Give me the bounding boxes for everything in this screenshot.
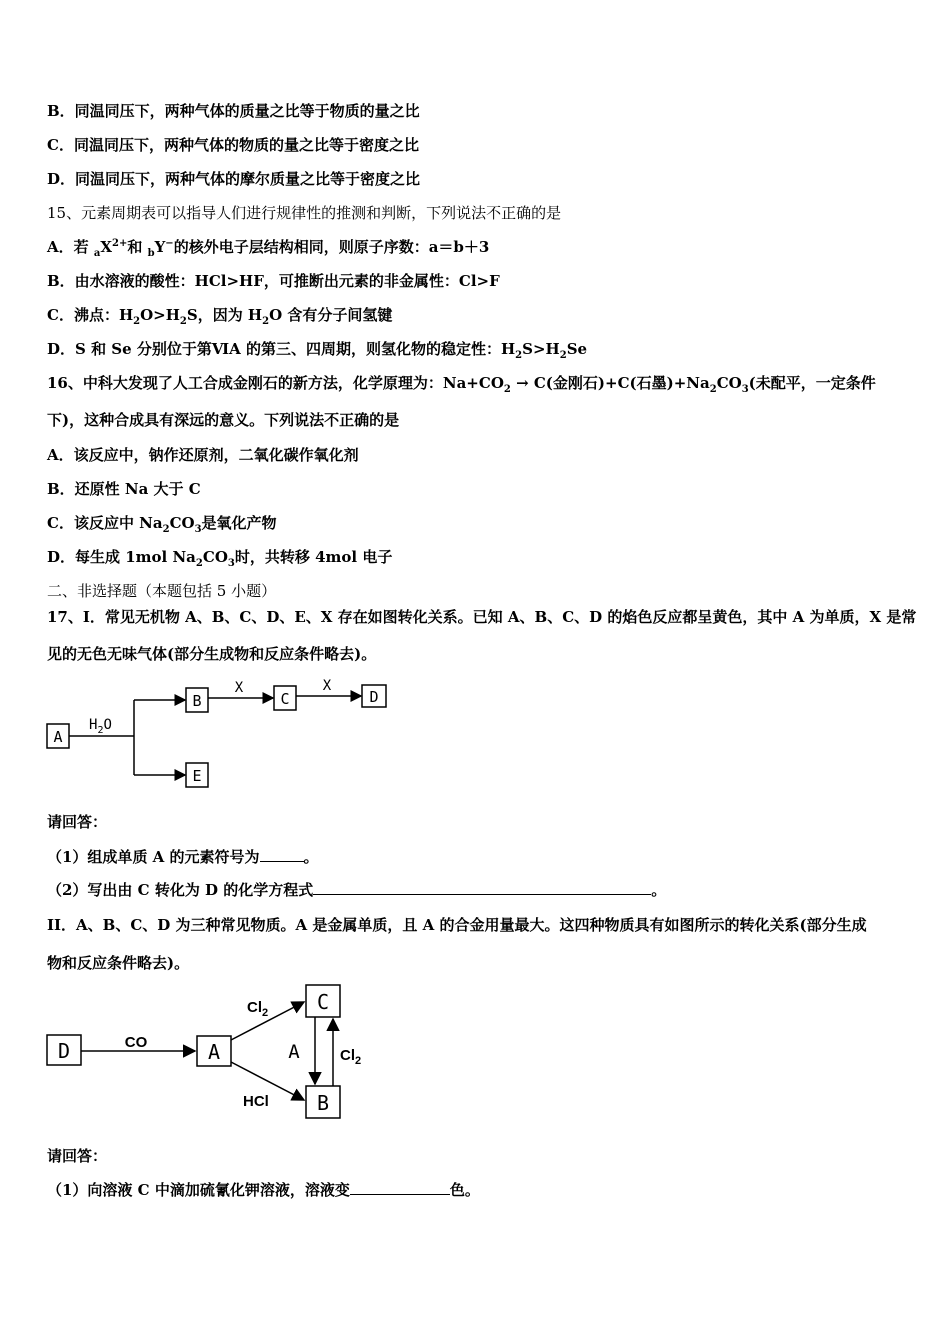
label-a: A <box>53 728 63 746</box>
label-e: E <box>192 767 202 785</box>
label-x-2: X <box>322 678 332 694</box>
label-d2: D <box>57 1039 71 1063</box>
answer-blank-2[interactable] <box>313 879 651 895</box>
q17-ii-stem-line2: 物和反应条件略去)。 <box>47 954 190 972</box>
label-d: D <box>369 688 379 706</box>
label-b: B <box>192 692 202 710</box>
q14-option-c: C．同温同压下，两种气体的物质的量之比等于密度之比 <box>47 136 419 154</box>
q16-stem-line1: 16、中科大发现了人工合成金刚石的新方法，化学原理为：$Na+CO_2 \to C$(金刚石)+C(石墨)$+Na_2CO_3$(未配平，一定条件 <box>47 374 876 395</box>
q17-ii-part1: （1）向溶液 C 中滴加硫氰化钾溶液，溶液变 色。 <box>47 1181 480 1199</box>
section-heading: 二、非选择题（本题包括 5 小题） <box>47 582 277 600</box>
label-c2: C <box>316 990 330 1014</box>
q16-option-b: B．还原性 Na 大于 C <box>47 480 201 498</box>
answer-blank-3[interactable] <box>350 1179 450 1195</box>
label-b2: B <box>316 1091 330 1115</box>
q16-option-d: D．每生成 1mol $Na_2CO_3$时，共转移 4mol 电子 <box>47 548 393 569</box>
q16-option-c: C．该反应中 $Na_2CO_3$是氧化产物 <box>47 514 277 535</box>
q15-option-d: D．S 和 Se 分别位于第ⅥA 的第三、四周期，则氢化物的稳定性：$H_2S>H_2Se$ <box>47 340 588 361</box>
label-a-mid: A <box>288 1041 300 1063</box>
q17-ii-stem-line1: II．A、B、C、D 为三种常见物质。A 是金属单质，且 A 的合金用量最大。这四种物质具有如图所示的转化关系(部分生成 <box>47 916 867 934</box>
q15-option-c: C．沸点：$H_2O>H_2S$，因为 $H_2O$ 含有分子间氢键 <box>47 306 393 327</box>
label-cl2-top: $Cl_2$ <box>247 999 269 1019</box>
transformation-diagram-1 <box>44 676 404 796</box>
label-a2: A <box>207 1040 221 1064</box>
q15-option-b: B．由水溶液的酸性：HCl>HF，可推断出元素的非金属性：Cl>F <box>47 272 500 290</box>
answer-prompt-2: 请回答： <box>47 1147 108 1165</box>
q17-stem-line1: 17、I．常见无机物 A、B、C、D、E、X 存在如图转化关系。已知 A、B、C、D 的焰色反应都呈黄色，其中 A 为单质，X 是常 <box>47 608 917 626</box>
label-cl2-right: $Cl_2$ <box>340 1047 362 1067</box>
q17-part2: （2）写出由 C 转化为 D 的化学方程式 。 <box>47 881 667 899</box>
q14-option-d: D．同温同压下，两种气体的摩尔质量之比等于密度之比 <box>47 170 421 188</box>
label-hcl: HCl <box>243 1093 269 1110</box>
q17-part1: （1）组成单质 A 的元素符号为 。 <box>47 848 319 866</box>
label-x-1: X <box>234 680 244 696</box>
q15-option-a: A．若 $_aX^{2+}$和 $_b$Y−的核外电子层结构相同，则原子序数：a＝b＋3 <box>47 238 490 259</box>
q17-stem-line2: 见的无色无味气体(部分生成物和反应条件略去)。 <box>47 645 377 663</box>
q16-option-a: A．该反应中，钠作还原剂，二氧化碳作氧化剂 <box>47 446 359 464</box>
answer-blank-1[interactable] <box>260 846 304 862</box>
label-c: C <box>280 690 290 708</box>
q14-option-b: B．同温同压下，两种气体的质量之比等于物质的量之比 <box>47 102 420 120</box>
label-water: $H_2O$ <box>89 717 112 736</box>
q16-stem-line2: 下)，这种合成具有深远的意义。下列说法不正确的是 <box>47 411 400 429</box>
label-co: CO <box>124 1034 148 1051</box>
q15-stem: 15、元素周期表可以指导人们进行规律性的推测和判断，下列说法不正确的是 <box>47 204 562 222</box>
transformation-diagram-2 <box>44 982 384 1127</box>
answer-prompt-1: 请回答： <box>47 813 108 831</box>
